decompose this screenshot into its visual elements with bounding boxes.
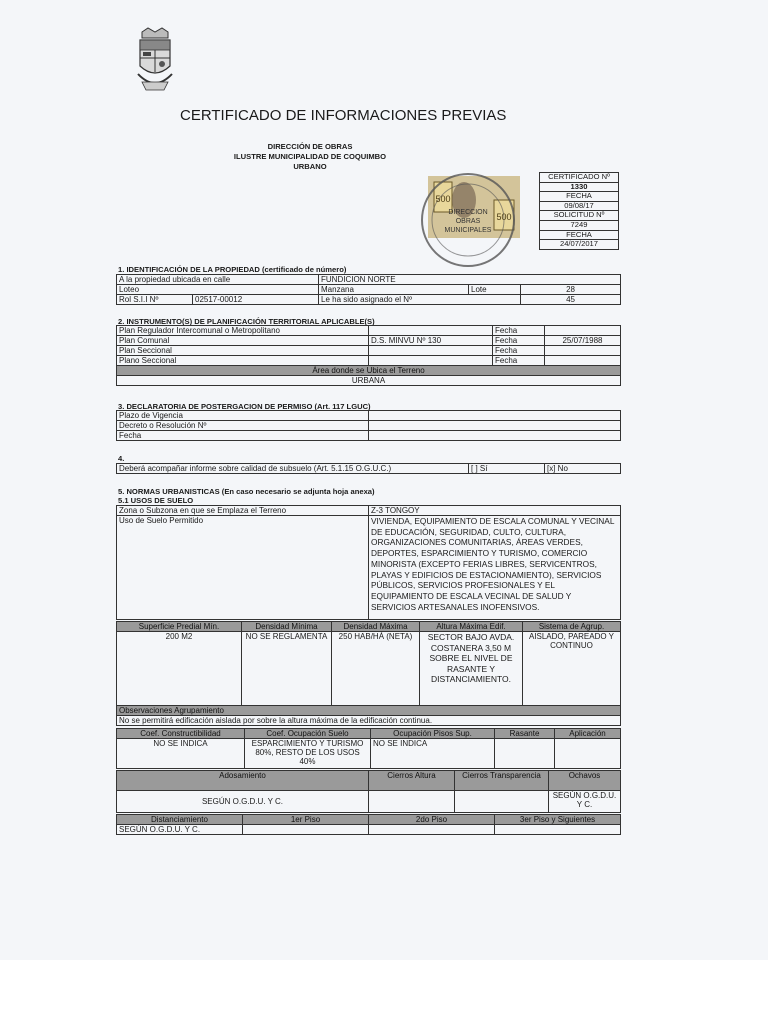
cell-value xyxy=(555,739,621,769)
cell-value xyxy=(455,791,549,813)
instrument-doc xyxy=(369,356,493,366)
instrument-label: Plan Regulador Intercomunal o Metropolitano xyxy=(117,326,369,336)
issuer-header xyxy=(200,142,420,172)
cert-date-label: FECHA xyxy=(540,192,619,202)
cell-value xyxy=(495,739,555,769)
instrument-date xyxy=(545,346,621,356)
section-1-title: 1. IDENTIFICACIÓN DE LA PROPIEDAD (certificado de número) xyxy=(118,265,347,274)
instrument-label: Plan Seccional xyxy=(117,346,369,356)
issuer-line-1: DIRECCIÓN DE OBRAS xyxy=(267,142,353,151)
request-number-value: 7249 xyxy=(540,220,619,230)
request-date-value: 24/07/2017 xyxy=(540,240,619,250)
lote-value: 28 xyxy=(521,285,621,295)
rol-label: Rol S.I.I Nº xyxy=(117,295,193,305)
issuer-line-2: ILUSTRE MUNICIPALIDAD DE COQUIMBO xyxy=(233,152,387,161)
cert-number-label: CERTIFICADO Nº xyxy=(540,173,619,183)
certificate-number-box xyxy=(539,172,619,250)
instrument-date-label: Fecha xyxy=(493,346,545,356)
section-4-title: 4. xyxy=(118,454,125,463)
col-header: Ocupación Pisos Sup. xyxy=(371,729,495,739)
assigned-number-value: 45 xyxy=(521,295,621,305)
instrument-date: 25/07/1988 xyxy=(545,336,621,346)
cell-value: ESPARCIMIENTO Y TURISMO 80%, RESTO DE LOS USOS 40% xyxy=(245,739,371,769)
section-2-title: 2. INSTRUMENTO(S) DE PLANIFICACIÓN TERRITORIAL APLICABLE(S) xyxy=(118,317,375,326)
col-header: Distanciamiento xyxy=(117,815,243,825)
property-id-table xyxy=(116,274,621,305)
subsoil-text: Deberá acompañar informe sobre calidad de subsuelo (Art. 5.1.15 O.G.U.C.) xyxy=(117,464,469,474)
manzana-label: Manzana xyxy=(319,285,469,295)
cell-value: AISLADO, PAREADO Y CONTINUO xyxy=(523,632,621,706)
instrument-doc xyxy=(369,326,493,336)
setbacks-table xyxy=(116,770,621,813)
instrument-date-label: Fecha xyxy=(493,356,545,366)
vigencia-label: Plazo de Vigencia xyxy=(117,411,369,421)
rol-value: 02517-00012 xyxy=(193,295,319,305)
col-header: Coef. Constructibilidad xyxy=(117,729,245,739)
col-header: Aplicación xyxy=(555,729,621,739)
cell-value: NO SE INDICA xyxy=(117,739,245,769)
col-header: Superficie Predial Mín. xyxy=(117,622,242,632)
cell-value: NO SE INDICA xyxy=(371,739,495,769)
instrument-date xyxy=(545,326,621,336)
instrument-label: Plano Seccional xyxy=(117,356,369,366)
request-number-label: SOLICITUD Nº xyxy=(540,211,619,221)
zone-label: Zona o Subzona en que se Emplaza el Terreno xyxy=(117,506,369,516)
planning-instruments-table xyxy=(116,325,621,386)
assigned-number-label: Le ha sido asignado el Nº xyxy=(319,295,521,305)
col-header: Cierros Transparencia xyxy=(455,771,549,791)
municipal-crest-logo xyxy=(134,26,176,98)
density-table xyxy=(116,621,621,726)
cert-date-value: 09/08/17 xyxy=(540,201,619,211)
col-header: Densidad Máxima xyxy=(332,622,420,632)
svg-text:OBRAS: OBRAS xyxy=(455,218,481,225)
col-header: 3er Piso y Siguientes xyxy=(495,815,621,825)
instrument-date-label: Fecha xyxy=(493,336,545,346)
decreto-label: Decreto o Resolución Nº xyxy=(117,421,369,431)
area-value: URBANA xyxy=(117,376,621,386)
cell-value xyxy=(369,825,495,835)
col-header: Altura Máxima Edif. xyxy=(420,622,523,632)
cell-value xyxy=(243,825,369,835)
section-5-title: 5. NORMAS URBANISTICAS (En caso necesario se adjunta hoja anexa) xyxy=(118,487,375,496)
request-date-label: FECHA xyxy=(540,230,619,240)
cell-value: SECTOR BAJO AVDA. COSTANERA 3,50 M SOBRE EL NIVEL DE RASANTE Y DISTANCIAMIENTO. xyxy=(420,632,523,706)
subsoil-no-checkbox: [x] No xyxy=(545,464,621,474)
coefficients-table xyxy=(116,728,621,769)
instrument-doc: D.S. MINVU Nº 130 xyxy=(369,336,493,346)
cell-value xyxy=(369,791,455,813)
subsoil-yes-checkbox: [ ] Sí xyxy=(469,464,545,474)
issuer-line-3: URBANO xyxy=(293,162,327,171)
col-header: 2do Piso xyxy=(369,815,495,825)
subsoil-table xyxy=(116,463,621,474)
fecha-label: Fecha xyxy=(117,431,369,441)
cell-value: SEGÚN O.G.D.U. Y C. xyxy=(117,825,243,835)
permitted-use-label: Uso de Suelo Permitido xyxy=(117,516,369,620)
col-header: Rasante xyxy=(495,729,555,739)
svg-text:500: 500 xyxy=(435,194,451,204)
land-use-table xyxy=(116,505,621,620)
permitted-use-value: VIVIENDA, EQUIPAMIENTO DE ESCALA COMUNAL Y VECINAL DE EDUCACIÓN, SEGURIDAD, CULTO, CULTURA, ORGANIZACIONES COMUNITARIAS, ÁREAS VERDES, DEPORTES, ESPARCIMIENTO Y TURISMO, COMERCIO MINORISTA (EXCEPTO FERIAS LIBRES, SERVICENTROS, PLAYAS Y EDIFICIOS DE ESTACIONAMIENTO), SERVICIOS PÚBLICOS, SERVICIOS PROFESIONALES Y EL EQUIPAMIENTO DE ESCALA VECINAL DE SALUD Y SERVICIOS ARTESANALES INOFENSIVOS. xyxy=(369,516,621,620)
postponement-table xyxy=(116,410,621,441)
cell-value: 200 M2 xyxy=(117,632,242,706)
section-5-1-title: 5.1 USOS DE SUELO xyxy=(118,496,194,505)
col-header: Cierros Altura xyxy=(369,771,455,791)
document-title: CERTIFICADO DE INFORMACIONES PREVIAS xyxy=(180,107,507,124)
instrument-doc xyxy=(369,346,493,356)
observations-label: Observaciones Agrupamiento xyxy=(117,706,621,716)
svg-text:MUNICIPALES: MUNICIPALES xyxy=(444,227,492,234)
loteo-label: Loteo xyxy=(117,285,319,295)
col-header: Densidad Mínima xyxy=(242,622,332,632)
cell-value: SEGÚN O.G.D.U. Y C. xyxy=(117,791,369,813)
area-label: Área donde se Ubica el Terreno xyxy=(117,366,621,376)
cell-value: SEGÚN O.G.D.U. Y C. xyxy=(549,791,621,813)
instrument-date xyxy=(545,356,621,366)
section-3-title: 3. DECLARATORIA DE POSTERGACION DE PERMISO (Art. 117 LGUC) xyxy=(118,402,371,411)
street-value: FUNDICION NORTE xyxy=(319,275,621,285)
col-header: 1er Piso xyxy=(243,815,369,825)
street-label: A la propiedad ubicada en calle xyxy=(117,275,319,285)
lote-label: Lote xyxy=(469,285,521,295)
zone-value: Z-3 TONGOY xyxy=(369,506,621,516)
distances-table xyxy=(116,814,621,835)
cell-value: NO SE REGLAMENTA xyxy=(242,632,332,706)
svg-text:DIRECCION: DIRECCION xyxy=(448,209,488,216)
col-header: Adosamiento xyxy=(117,771,369,791)
col-header: Ochavos xyxy=(549,771,621,791)
cert-number-value: 1330 xyxy=(540,182,619,192)
cell-value xyxy=(495,825,621,835)
instrument-label: Plan Comunal xyxy=(117,336,369,346)
revenue-stamp-seal xyxy=(418,170,520,270)
svg-text:500: 500 xyxy=(496,212,512,222)
cell-value: 250 HAB/HÁ (NETA) xyxy=(332,632,420,706)
col-header: Sistema de Agrup. xyxy=(523,622,621,632)
instrument-date-label: Fecha xyxy=(493,326,545,336)
col-header: Coef. Ocupación Suelo xyxy=(245,729,371,739)
observations-value: No se permitirá edificación aislada por sobre la altura máxima de la edificación continua. xyxy=(117,716,621,726)
